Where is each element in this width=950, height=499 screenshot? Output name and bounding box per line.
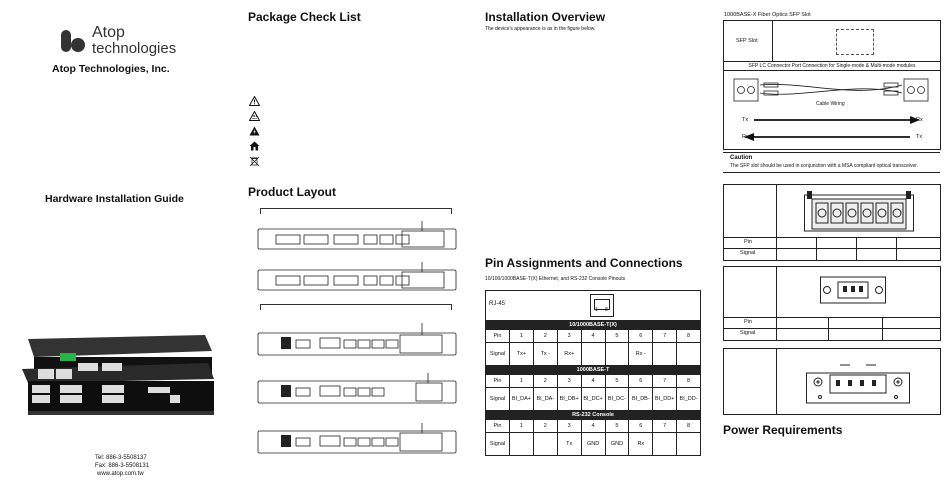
signal-cell: GND [605,433,629,456]
signal-label: Signal [740,330,756,336]
rx-right-label: Rx [916,117,923,123]
pin-col-divider [882,317,883,340]
sfp-box [723,20,941,150]
signal-cell: Signal [486,433,510,456]
pin-cell: 1 [510,420,534,433]
company-name: Atop Technologies, Inc. [52,63,170,75]
signal-cell: BI_DA+ [510,388,534,411]
caution-text: The SFP slot should be used in conjunction with a MSA compliant optical transceiver. [730,163,919,169]
tx-left-label: Tx [742,117,749,123]
pin-col-divider [828,317,829,340]
pin-cell: 1 [510,375,534,388]
signal-cell: BI_DB- [629,388,653,411]
pin-row [486,375,701,388]
rx-left-label: Rx [742,134,749,140]
terminal-block-6pin [723,184,941,261]
caution-rule [723,152,940,153]
signal-cell [581,343,605,366]
signal-row-line [724,328,940,329]
section-title: RS-232 Console [486,411,701,420]
caution-title: Caution [730,155,753,161]
caution-rule-bottom [723,172,940,173]
installation-overview-title: Installation Overview [485,10,606,24]
contact-web: www.atop.com.tw [97,471,144,477]
sfp-connector-label: SFP LC Connector Port Connection for Single-mode & Multi-mode modules [748,63,916,69]
brand-name: Atop [92,24,125,41]
signal-label: Signal [740,250,756,256]
section-header [486,366,701,375]
layout-bracket-top [260,208,452,214]
pin-cell: 8 [677,330,701,343]
pin-cell: 7 [653,375,677,388]
pin-cell: 4 [581,375,605,388]
signal-cell: Tx [557,433,581,456]
pin-cell: 4 [581,420,605,433]
pinout-table [485,290,701,456]
pin-cell: 5 [605,375,629,388]
signal-cell: GND [581,433,605,456]
pin-cell: Pin [486,330,510,343]
signal-cell [677,433,701,456]
signal-cell: Rx [629,433,653,456]
brand-tagline: technologies [92,40,177,57]
rj45-row [485,290,701,320]
pin-cell: 8 [677,420,701,433]
warning-icon [249,96,260,106]
pin-assignments-subtitle: 10/100/1000BASE-T(X) Ethernet, and RS-232 Console Pinouts [485,276,626,282]
signal-cell: BI_DB+ [557,388,581,411]
pin-cell: 2 [533,330,557,343]
signal-cell [677,343,701,366]
electric-hazard-icon [249,126,260,136]
pin-col-divider [896,237,897,260]
pin-assignments-title: Pin Assignments and Connections [485,256,683,270]
rj45-pin-first: 1 [595,307,598,313]
notice-icons [249,96,263,167]
front-panel-drawings [256,215,458,460]
signal-cell [533,433,557,456]
cable-wiring-label: Cable Wiring [816,101,845,107]
pin-cell: 4 [581,330,605,343]
signal-cell [653,343,677,366]
terminal-4pin-icon [806,355,910,405]
signal-cell: Rx - [629,343,653,366]
signal-cell: BI_DD+ [653,388,677,411]
sfp-slot-row [724,21,940,62]
signal-cell: BI_DC+ [581,388,605,411]
device-photo [20,333,215,418]
contact-tel: Tel: 886-3-5508137 [95,455,147,461]
pinout-grid [485,320,701,456]
signal-row [486,433,701,456]
section-title: 1000BASE-T [486,366,701,375]
pin-cell: Pin [486,375,510,388]
indoor-use-icon [249,141,260,151]
hot-surface-icon [249,111,260,121]
pin-cell: 1 [510,330,534,343]
pin-cell: Pin [486,420,510,433]
section-header [486,321,701,330]
installation-overview-subtitle: The device's appearance is as in the figure below. [485,26,596,32]
weee-bin-icon [249,156,260,167]
pin-cell: 3 [557,420,581,433]
fiber-cable-diagram [724,71,940,149]
sfp-slot-icon [836,29,874,55]
signal-row-line [724,248,940,249]
signal-cell: Rx+ [557,343,581,366]
signal-row [486,388,701,411]
pin-col-divider [856,237,857,260]
pin-cell: 2 [533,375,557,388]
pin-label: Pin [744,239,752,245]
sfp-slot-label: SFP Slot [736,38,758,44]
terminal-divider [776,267,777,340]
pin-cell: 2 [533,420,557,433]
sfp-slot-divider [772,21,773,61]
rj45-label: RJ-45 [489,301,506,307]
terminal-divider [776,349,777,414]
atop-logo-icon [60,28,86,54]
terminal-3pin-icon [820,273,886,307]
signal-cell: Signal [486,388,510,411]
pin-cell: 7 [653,330,677,343]
rj45-pin-last: 8 [605,307,608,313]
signal-cell: BI_DA- [533,388,557,411]
pin-row-line [724,237,940,238]
pin-cell: 3 [557,330,581,343]
signal-cell [653,433,677,456]
pin-cell: 7 [653,420,677,433]
power-requirements-title: Power Requirements [723,423,843,437]
sfp-section-title: 1000BASE-X Fiber Optics SFP Slot [724,12,811,18]
package-check-list-title: Package Check List [248,10,361,24]
pin-cell: 5 [605,330,629,343]
pin-row-line [724,317,940,318]
pin-cell: 6 [629,420,653,433]
tx-right-label: Tx [916,134,923,140]
terminal-block-3pin [723,266,941,341]
signal-cell: BI_DC- [605,388,629,411]
pin-cell: 8 [677,375,701,388]
contact-fax: Fax: 886-3-5508131 [95,463,150,469]
signal-cell: Signal [486,343,510,366]
pin-row [486,330,701,343]
section-title: 10/1000BASE-T(X) [486,321,701,330]
signal-cell: BI_DD- [677,388,701,411]
pin-label: Pin [744,319,752,325]
pin-cell: 3 [557,375,581,388]
terminal-6pin-icon [804,191,914,235]
pin-cell: 6 [629,375,653,388]
terminal-block-4pin [723,348,941,415]
section-header [486,411,701,420]
guide-title: Hardware Installation Guide [45,193,184,205]
signal-cell [510,433,534,456]
pin-cell: 5 [605,420,629,433]
product-layout-title: Product Layout [248,185,337,199]
signal-cell: Tx - [533,343,557,366]
signal-row [486,343,701,366]
rj45-jack-icon [590,294,614,317]
signal-cell: Tx+ [510,343,534,366]
signal-cell [605,343,629,366]
pin-row [486,420,701,433]
pin-cell: 6 [629,330,653,343]
pin-col-divider [816,237,817,260]
